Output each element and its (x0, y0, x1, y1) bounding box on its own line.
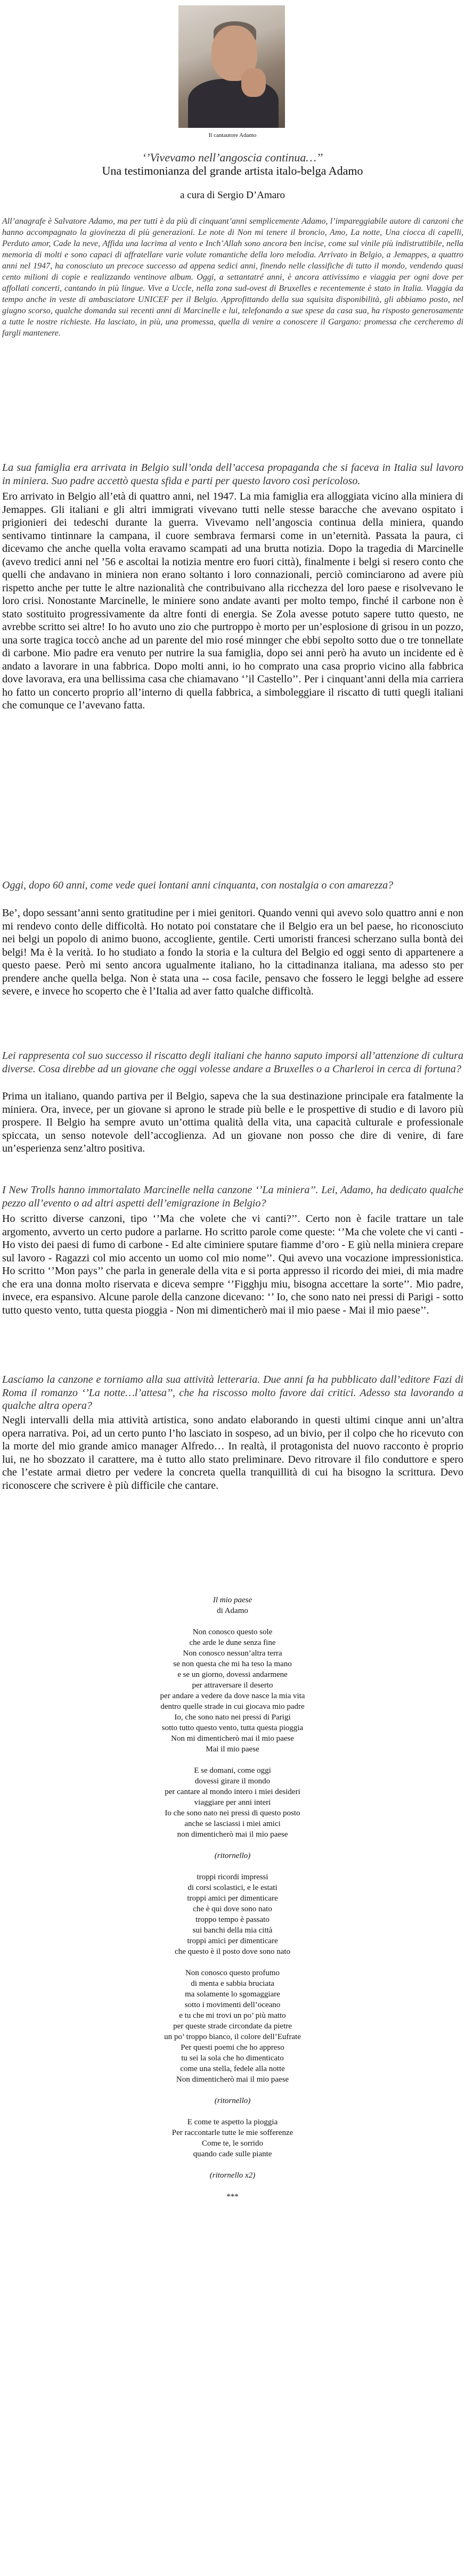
poem-line: per cantare al mondo intero i miei desideri (165, 1788, 300, 1796)
answer-1: Ero arrivato in Belgio all’età di quattro anni, nel 1947. La mia famiglia era alloggiata vicino alla miniera di Jemappes. Gli italiani e gli altri immigrati vivevano tutti nelle stesse baracche che avevano ospitato i prigionieri dei tedeschi durante la guerra. Vivevamo nell’angoscia continua della miniera, quando sentivamo tintinnare la campana, il cuore sembrava fermarsi come in un’eternità. Passata la paura, ci dicevamo che anche quella volta eravamo scampati ad una brutta notizia. Dopo la tragedia di Marcinelle (avevo tredici anni nel ’56 e ascoltai la notizia mentre ero fuori città), finalmente i belgi si resero conto che quelli che andavano in miniera non erano soltanto i loro connazionali, perciò cominciarono ad avere più rispetto anche per tutte le altre nazionalità che contribuivano alla ricchezza del loro paese e risolvevano le loro crisi. Nonostante Marcinelle, le miniere sono andate avanti per molto tempo, finché il carbone non è stato sostituito progressivamente da altre fonti di energia. Se Zola avesse potuto sapere tutto questo, ne avrebbe scritto sei altre! Io ho avuto uno zio che purtroppo è morto per un’esplosione di grisou in un pozzo, una sorte tragica toccò anche ad un parente del mio rosé minnger che ebbi sepolto sotto due o tre tonnellate di carbone. Mio padre era venuto per nutrire la sua famiglia, dopo sei anni però ha avuto un incidente ed è andato a lavorare in una fabbrica. Dopo molti anni, io ho comprato una casa proprio vicino alla fabbrica dove lavorava, era una bellissima casa che chiamavano ‘’il Castello’’. Per i cinquant’anni della mia carriera ho fatto un concerto proprio all’interno di quella fabbrica, a simboleggiare il riscatto di tutti quegli italiani che comunque ce l’avevano fatta. (2, 491, 463, 711)
poem-line: come una stella, fedele alla notte (180, 2065, 285, 2073)
poem-line: che arde le dune senza fine (189, 1638, 276, 1647)
poem-line: (ritornello) (214, 2097, 251, 2105)
poem-line: troppi amici per dimenticare (187, 1937, 278, 1945)
poem-line: Non mi dimenticherò mai il mio paese (171, 1734, 294, 1743)
poem-line: tu sei la sola che ho dimenticato (181, 2054, 284, 2063)
poem-author: di Adamo (217, 1607, 248, 1615)
poem-lines (0, 1627, 465, 2202)
poem-line (0, 1957, 465, 1968)
answer-4: Ho scritto diverse canzoni, tipo ‘’Ma che volete che vi canti?’’. Certo non è facile trattare un tale argomento, avverto un certo pudore a parlarne. Ho scritto parole come queste: ‘’Ma che volete che vi canti - Ho visto dei paesi di fumo di carbone - Ed alte ciminiere sputare fiamme d’oro - E giù nella miniera crepare sul lavoro - Ragazzi col mio accento un uomo col mio nome’’. Qui avevo una vocazione impressionistica. Ho scritto ‘’Mon pays’’ che parla in generale della vita e si porta appresso il ricordo dei miei, di mia madre che era una donna molto riservata e diceva sempre ‘’Figghju miu, bisogna accettare la sorte’’. Mio padre, invece, era espansivo. Alcune parole della canzone dicevano: ‘’ Io, che sono nato nei pressi di Parigi - sotto tutto questo vento, tutta questa pioggia - Non mi dimenticherò mai il mio paese - Mai il mio paese’’. (2, 1213, 463, 1316)
poem-line: Io che sono nato nei pressi di questo posto (165, 1809, 300, 1817)
poem-line: sotto tutto questo vento, tutta questa pioggia (161, 1724, 304, 1732)
poem-line: (ritornello x2) (209, 2171, 256, 2180)
poem-line: *** (226, 2192, 239, 2201)
poem-line: Mai il mio paese (206, 1745, 259, 1754)
poem-line: viaggiare per anni interi (194, 1798, 271, 1807)
question-1: La sua famiglia era arrivata in Belgio sull’onda dell’accesa propaganda che si faceva in Italia sul lavoro in miniera. Suo padre accettò questa sfida e parti per questo lavoro così pericoloso. (2, 462, 463, 487)
poem-line: troppi amici per dimenticare (187, 1894, 278, 1903)
article-title-quote: ‘’Vivevamo nell’angoscia continua…’’ (142, 151, 323, 164)
poem-line: E come te aspetto la pioggia (187, 2118, 278, 2126)
poem-line: Non conosco questo sole (192, 1628, 273, 1636)
poem-line: che questo è il posto dove sono nato (174, 1947, 291, 1956)
photo-hand (241, 68, 266, 97)
question-2: Oggi, dopo 60 anni, come vede quei lontani anni cinquanta, con nostalgia o con amarezza? (2, 879, 394, 891)
question-3: Lei rappresenta col suo successo il riscatto degli italiani che hanno saputo imporsi all’attenzione di cultura diverse. Cosa direbbe ad un giovane che oggi volesse andare a Bruxelles o a Charleroi in cerca di fortuna? (2, 1050, 463, 1075)
answer-2: Be’, dopo sessant’anni sento gratitudine per i miei genitori. Quando venni qui avevo solo quattro anni e non mi rendevo conto delle difficoltà. Ho notato poi constatare che il Belgio era un bel paese, ho riconosciuto nei belgi un popolo di animo buono, accogliente, gentile. Certi umoristi francesi scherzano sulla bontà dei belgi! Ma è la verità. Io ho studiato a fondo la storia e la cultura del Belgio ed oggi sento di appartenere a questo paese. Però mi sento ancora ugualmente italiano, ho la cittadinanza italiana, ma adesso sto per prendere anche quella belga. Non è stata una -- cosa facile, pensavo che fossero le leggi belghe ad essere severe, e invece ho scoperto che è l’Italia ad aver fatto qualche difficoltà. (2, 907, 463, 997)
answer-5: Negli intervalli della mia attività artistica, sono andato elaborando in questi ultimi cinque anni un’altra opera narrativa. Poi, ad un certo punto l’ho lasciato in sospeso, ad un bivio, per il colpo che ho ricevuto con la morte del mio grande amico manager Alfredo… In realtà, il protagonista del nuovo racconto è proprio lui, ne ho sbozzato il carattere, ma è tutto allo stato preliminare. Devo ritrovare il filo conduttore e spero che l’estate armai dietro per vedere la concreta quella tranquillità di cui ha bisogno la scrittura. Devo riconoscere che scrivere è più difficile che cantare. (2, 1414, 463, 1491)
poem-line: se non questa che mi ha teso la mano (173, 1660, 292, 1668)
photo-caption: Il cantautore Adamo (208, 132, 257, 138)
poem-line (0, 1861, 465, 1872)
poem (0, 1595, 465, 2202)
poem-line (0, 2181, 465, 2191)
poem-line: troppo tempo è passato (195, 1915, 270, 1924)
poem-line: non dimenticherò mai il mio paese (177, 1830, 288, 1839)
poem-line: Io, che sono nato nei pressi di Parigi (174, 1713, 291, 1722)
poem-line: troppi ricordi impressi (197, 1873, 268, 1881)
poem-line: di menta e sabbia bruciata (191, 1979, 274, 1988)
poem-title: Il mio paese (213, 1596, 252, 1604)
poem-line: dentro quelle strade in cui giocava mio padre (160, 1702, 305, 1711)
poem-line: Non conosco questo profumo (185, 1969, 280, 1977)
poem-line: e se un giorno, dovessi andarmene (177, 1670, 288, 1679)
question-4: I New Trolls hanno immortalato Marcinelle nella canzone ‘’La miniera’’. Lei, Adamo, ha dedicato qualche pezzo all’evento o ad altri aspetti dell’emigrazione in Belgio? (2, 1184, 463, 1209)
poem-line: Per raccontarle tutte le mie sofferenze (172, 2129, 293, 2137)
poem-line: che è qui dove sono nato (193, 1905, 272, 1913)
author-photo (178, 5, 285, 128)
poem-line (0, 1840, 465, 1851)
poem-line: per andare a vedere da dove nasce la mia vita (160, 1692, 305, 1700)
poem-line: dovessi girare il mondo (194, 1777, 271, 1786)
poem-line: per attraversare il deserto (192, 1681, 273, 1690)
poem-line: sui banchi della mia città (192, 1926, 273, 1935)
poem-line: per queste strade circondate da pietre (173, 2022, 292, 2031)
poem-line: sotto i movimenti dell’oceano (184, 2001, 281, 2009)
poem-line (0, 2085, 465, 2096)
poem-line (0, 2159, 465, 2170)
poem-line: E se domani, come oggi (194, 1766, 271, 1775)
poem-line: di corsi scolastici, e le estati (187, 1884, 278, 1892)
poem-line: Non conosco nessun’altra terra (183, 1649, 282, 1658)
poem-line: e tu che mi trovi un po’ più matto (179, 2011, 286, 2020)
poem-line: Per questi poemi che ho appreso (181, 2043, 284, 2052)
question-5: Lasciamo la canzone e torniamo alla sua attività letteraria. Due anni fa ha pubblicato dall’editore Fazi di Roma il romanzo ‘’La notte…l’attesa’’, che ha riscosso molto favore dai critici. Adesso sta lavorando a qualche altra opera? (2, 1374, 463, 1412)
poem-line (0, 2106, 465, 2117)
article-subtitle: Una testimonianza del grande artista italo-belga Adamo (102, 164, 363, 177)
poem-line: quando cade sulle piante (193, 2150, 272, 2158)
poem-line: Non dimenticherò mai il mio paese (176, 2075, 289, 2084)
poem-line (0, 1755, 465, 1765)
article-byline: a cura di Sergio D’Amaro (180, 190, 285, 201)
poem-line: (ritornello) (214, 1852, 251, 1860)
poem-line: ma solamente lo sgomaggiare (185, 1990, 280, 1999)
intro-paragraph: All’anagrafe è Salvatore Adamo, ma per tutti è da più di cinquant’anni semplicemente Adamo, l’impareggiabile autore di canzoni che hanno accompagnato la giovinezza di più generazioni. Le note di Non mi tenere il broncio, Amo, La notte, Una ciocca di capelli, Perduto amor, Cade la neve, Affida una lacrima al vento e Inch’Allah sono ancora ben incise, come sul vinile più indistruttibile, nella memoria di molti e sono capaci di affratellare varie volute romantiche della loro melodia. Arrivato in Belgio, a Jemappes, a quattro anni nel 1947, ha conosciuto un precoce successo ad appena sedici anni, finendo nelle classifiche di tutto il mondo, vendendo quasi cento milioni di copie e realizzando ventinove album. Oggi, a settantatré anni, è ancora attivissimo e viaggia per ogni dove per affollati concerti, cantando in più lingue. Vive a Uccle, nella zona sud-ovest di Bruxelles e recentemente è stato in Italia. Viaggia da tempo anche in veste di ambasciatore UNICEF per il Belgio. Approfittando della sua squisita disponibilità, gli abbiamo posto, nel giugno scorso, qualche domanda sui recenti anni di Marcinelle e lui, telefonando a sue spese da casa sua, ha risposto generosamente a tutte le nostre richieste. Ha lasciato, in più, una promessa, quella di venire a conoscere il Gargano: promessa che cercheremo di fargli mantenere. (2, 217, 463, 338)
answer-3: Prima un italiano, quando partiva per il Belgio, sapeva che la sua destinazione principale era fatalmente la miniera. Ora, invece, per un giovane si aprono le strade più belle e le prospettive di studio e di lavoro più prospere. Il Belgio ha sempre avuto un’ottima qualità della vita, una capacità culturale e professionale spiccata, un senso notevole dell’accoglienza. Ad un giovane non posso che dire di venire, di fare un’esperienza senz’altro positiva. (2, 1090, 463, 1154)
poem-line: un po’ troppo bianco, il colore dell’Eufrate (164, 2033, 301, 2041)
poem-line: Come te, le sorrido (202, 2139, 263, 2148)
poem-line: anche se lasciassi i miei amici (184, 1820, 281, 1828)
